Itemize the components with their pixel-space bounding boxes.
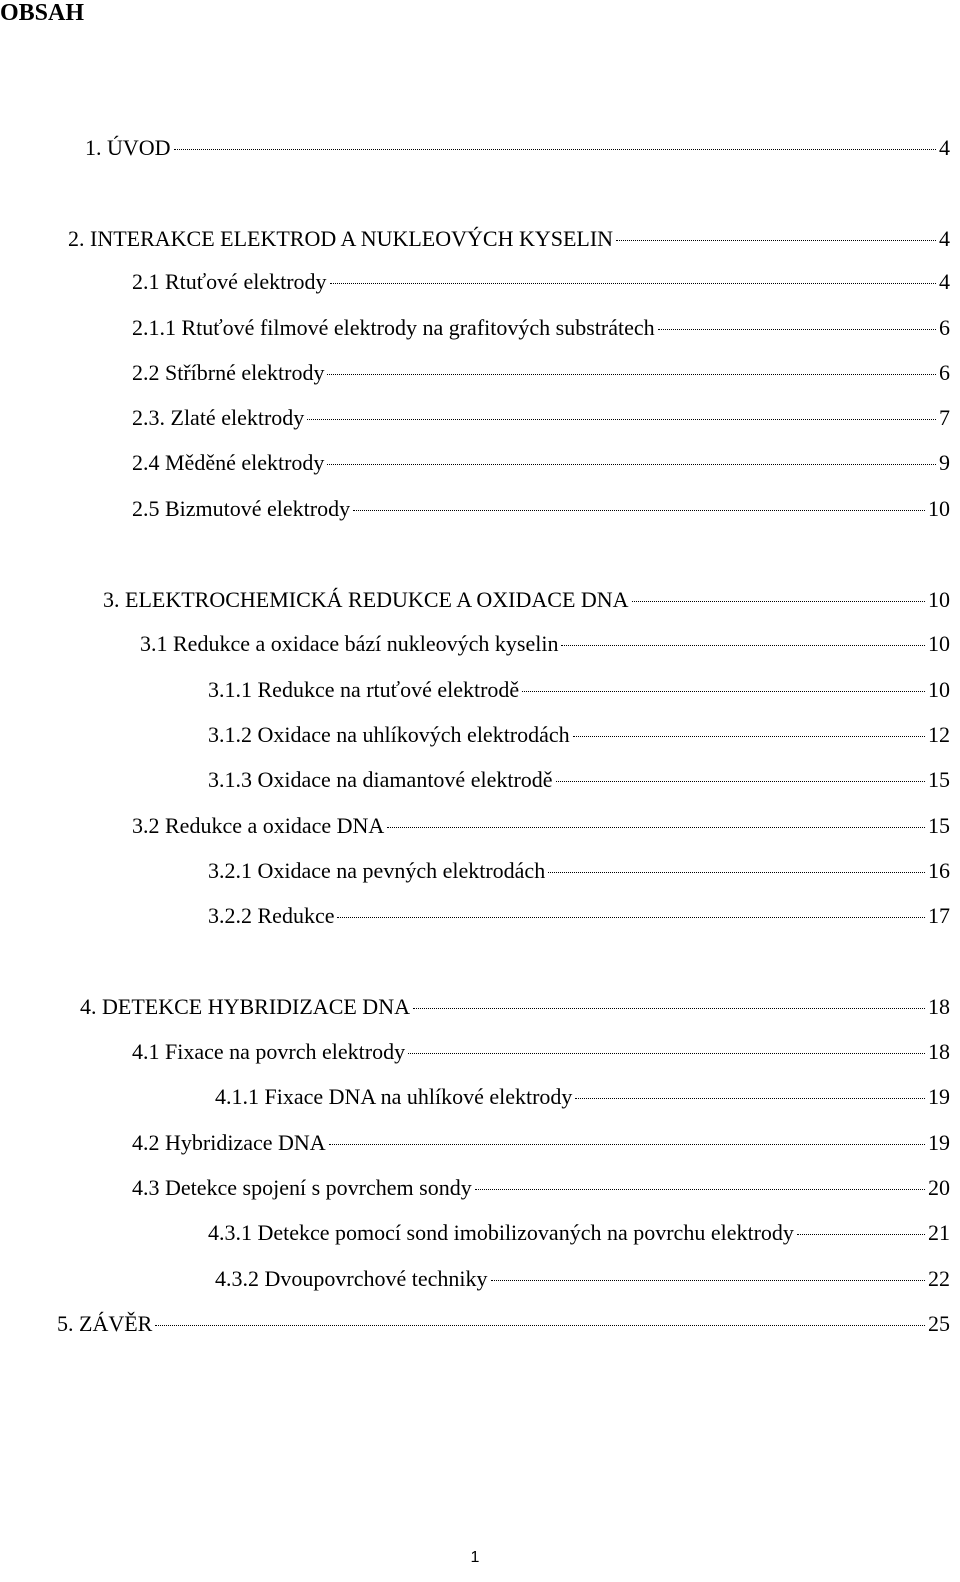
- toc-dot-leader: [561, 645, 925, 646]
- toc-entry-redukce-oxidace-bazi[interactable]: [140, 630, 950, 658]
- toc-entry-page: 19: [928, 1130, 950, 1155]
- toc-entry-page: 22: [928, 1266, 950, 1291]
- toc-dot-leader: [155, 1325, 925, 1326]
- toc-entry-oxidace-pevne[interactable]: [208, 857, 950, 885]
- toc-entry-page: 25: [928, 1311, 950, 1336]
- toc-entry-bizmutove-elektrody[interactable]: [132, 495, 950, 523]
- toc-entry-hybridizace-dna[interactable]: [132, 1129, 950, 1157]
- toc-entry-rtutove-filmove[interactable]: [132, 314, 950, 342]
- toc-entry-dvoupovrchove-techniky[interactable]: [215, 1265, 950, 1293]
- toc-entry-label: 3.1.3 Oxidace na diamantové elektrodě: [208, 767, 553, 792]
- toc-entry-redukce[interactable]: [208, 902, 950, 930]
- toc-entry-label: 2.1 Rtuťové elektrody: [132, 269, 327, 294]
- toc-entry-label: 3.1.1 Redukce na rtuťové elektrodě: [208, 677, 520, 702]
- toc-entry-page: 6: [939, 315, 950, 340]
- toc-entry-page: 19: [928, 1084, 950, 1109]
- toc-entry-label: 4.3 Detekce spojení s povrchem sondy: [132, 1175, 472, 1200]
- toc-dot-leader: [353, 510, 925, 511]
- toc-entry-label: 3.2.1 Oxidace na pevných elektrodách: [208, 858, 546, 883]
- toc-dot-leader: [327, 464, 936, 465]
- toc-entry-fixace-dna-uhlikove[interactable]: [215, 1083, 950, 1111]
- toc-entry-label: 4. DETEKCE HYBRIDIZACE DNA: [80, 994, 410, 1019]
- toc-dot-leader: [632, 601, 925, 602]
- toc-entry-page: 10: [928, 587, 950, 612]
- toc-entry-label: 2.2 Stříbrné elektrody: [132, 360, 325, 385]
- toc-entry-label: 3. ELEKTROCHEMICKÁ REDUKCE A OXIDACE DNA: [103, 587, 629, 612]
- page-number: 1: [470, 1549, 480, 1566]
- toc-entry-page: 9: [939, 450, 950, 475]
- toc-entry-page: 10: [928, 631, 950, 656]
- toc-entry-elektrochemicka-redukce[interactable]: [103, 586, 950, 614]
- toc-entry-detekce-spojeni[interactable]: [132, 1174, 950, 1202]
- toc-dot-leader: [408, 1053, 925, 1054]
- toc-entry-page: 10: [928, 496, 950, 521]
- toc-dot-leader: [387, 827, 925, 828]
- toc-dot-leader: [616, 240, 936, 241]
- toc-entry-label: 3.2.2 Redukce: [208, 903, 335, 928]
- toc-entry-interakce-elektrod[interactable]: [68, 225, 950, 253]
- toc-dot-leader: [491, 1280, 926, 1281]
- toc-dot-leader: [548, 872, 925, 873]
- toc-dot-leader: [797, 1234, 925, 1235]
- toc-entry-label: 3.1.2 Oxidace na uhlíkových elektrodách: [208, 722, 570, 747]
- toc-entry-zlate-elektrody[interactable]: [132, 404, 950, 432]
- toc-entry-page: 17: [928, 903, 950, 928]
- toc-entry-label: 2.1.1 Rtuťové filmové elektrody na grafitových substrátech: [132, 315, 655, 340]
- toc-entry-page: 4: [939, 135, 950, 160]
- toc-entry-label: 1. ÚVOD: [85, 135, 171, 160]
- toc-entry-label: 2.3. Zlaté elektrody: [132, 405, 305, 430]
- toc-entry-label: 3.2 Redukce a oxidace DNA: [132, 813, 385, 838]
- toc-entry-label: 4.1 Fixace na povrch elektrody: [132, 1039, 406, 1064]
- toc-entry-label: 4.3.2 Dvoupovrchové techniky: [215, 1266, 488, 1291]
- toc-entry-page: 4: [939, 226, 950, 251]
- toc-entry-rtutove-elektrody[interactable]: [132, 268, 950, 296]
- toc-entry-page: 10: [928, 677, 950, 702]
- toc-entry-page: 15: [928, 813, 950, 838]
- toc-entry-page: 16: [928, 858, 950, 883]
- toc-dot-leader: [413, 1008, 925, 1009]
- toc-dot-leader: [658, 329, 936, 330]
- toc-entry-page: 21: [928, 1220, 950, 1245]
- toc-entry-page: 20: [928, 1175, 950, 1200]
- toc-dot-leader: [475, 1189, 925, 1190]
- toc-dot-leader: [556, 781, 925, 782]
- toc-heading: OBSAH: [0, 0, 85, 26]
- toc-entry-detekce-sond[interactable]: [208, 1219, 950, 1247]
- toc-entry-page: 18: [928, 994, 950, 1019]
- toc-entry-label: 2.5 Bizmutové elektrody: [132, 496, 351, 521]
- toc-entry-zaver[interactable]: [57, 1310, 950, 1338]
- toc-dot-leader: [327, 374, 936, 375]
- toc-entry-medene-elektrody[interactable]: [132, 449, 950, 477]
- toc-dot-leader: [330, 283, 936, 284]
- toc-entry-page: 12: [928, 722, 950, 747]
- toc-entry-stribrne-elektrody[interactable]: [132, 359, 950, 387]
- toc-entry-label: 4.1.1 Fixace DNA na uhlíkové elektrody: [215, 1084, 573, 1109]
- toc-entry-uvod[interactable]: [85, 134, 950, 162]
- toc-entry-page: 6: [939, 360, 950, 385]
- toc-entry-page: 4: [939, 269, 950, 294]
- toc-entry-page: 15: [928, 767, 950, 792]
- toc-entry-label: 3.1 Redukce a oxidace bází nukleových kyselin: [140, 631, 559, 656]
- toc-entry-detekce-hybridizace[interactable]: [80, 993, 950, 1021]
- toc-dot-leader: [329, 1144, 925, 1145]
- toc-entry-label: 4.3.1 Detekce pomocí sond imobilizovaných na povrchu elektrody: [208, 1220, 794, 1245]
- toc-entry-label: 5. ZÁVĚR: [57, 1311, 153, 1336]
- toc-dot-leader: [573, 736, 925, 737]
- toc-entry-fixace-povrch[interactable]: [132, 1038, 950, 1066]
- toc-entry-redukce-rtutove[interactable]: [208, 676, 950, 704]
- toc-entry-oxidace-uhlikove[interactable]: [208, 721, 950, 749]
- toc-entry-redukce-oxidace-dna[interactable]: [132, 812, 950, 840]
- toc-dot-leader: [337, 917, 925, 918]
- toc-dot-leader: [307, 419, 936, 420]
- toc-entry-label: 2. INTERAKCE ELEKTROD A NUKLEOVÝCH KYSELIN: [68, 226, 614, 251]
- toc-entry-page: 18: [928, 1039, 950, 1064]
- toc-entry-oxidace-diamantove[interactable]: [208, 766, 950, 794]
- toc-entry-label: 4.2 Hybridizace DNA: [132, 1130, 326, 1155]
- toc-entry-page: 7: [939, 405, 950, 430]
- toc-dot-leader: [575, 1098, 925, 1099]
- toc-entry-label: 2.4 Měděné elektrody: [132, 450, 325, 475]
- toc-dot-leader: [174, 149, 936, 150]
- toc-dot-leader: [522, 691, 925, 692]
